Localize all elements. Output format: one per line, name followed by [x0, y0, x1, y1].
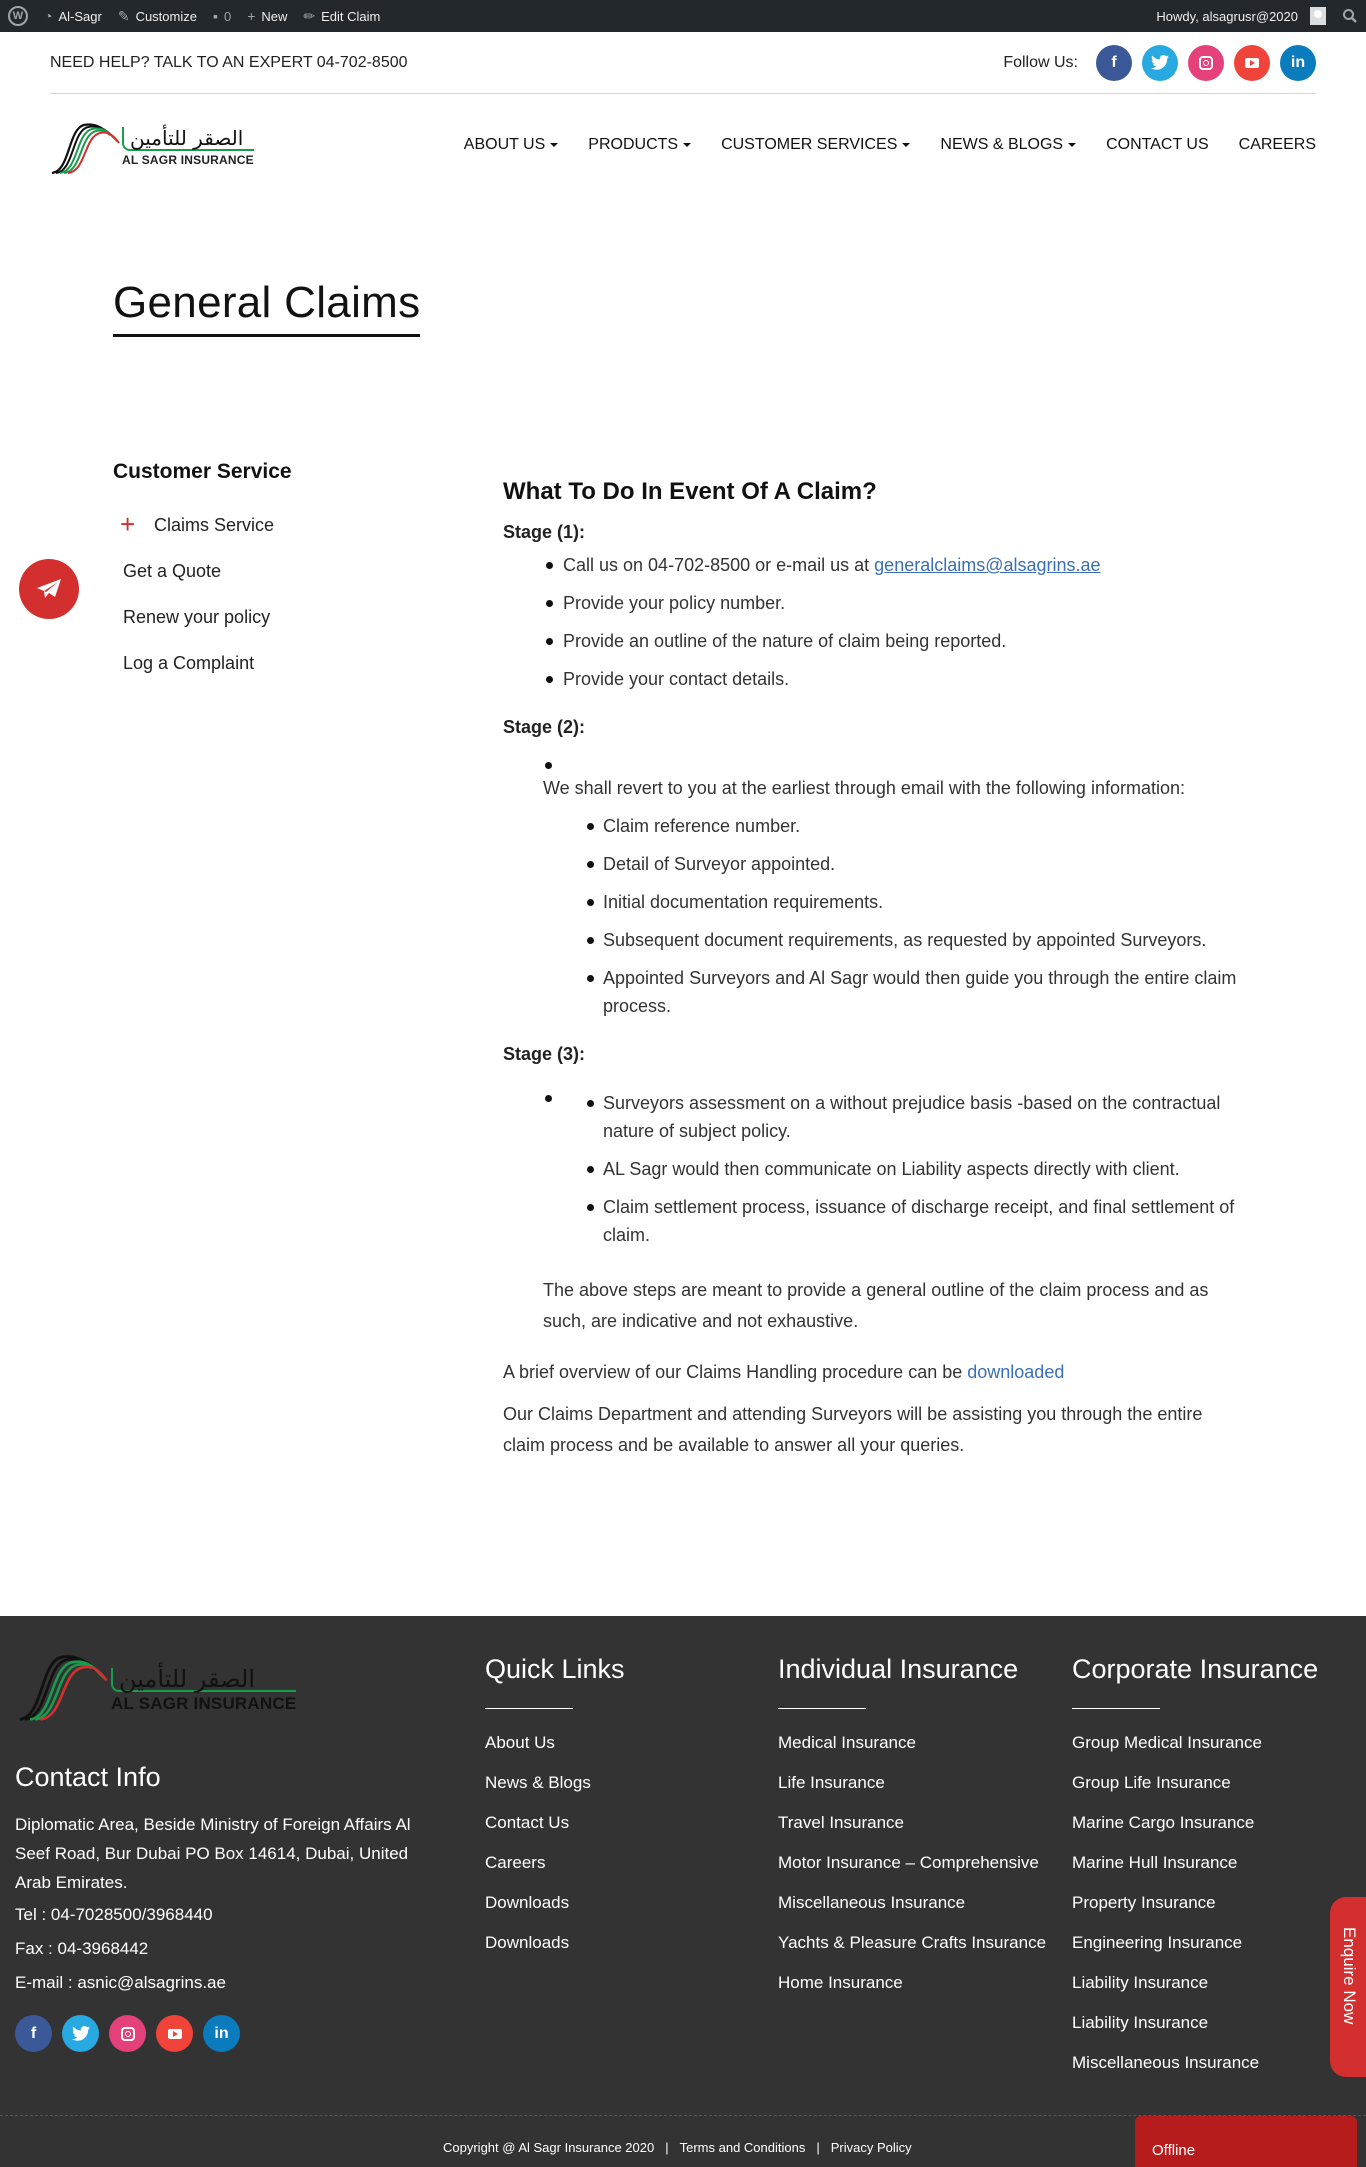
footer-link[interactable]: Liability Insurance	[1072, 2013, 1209, 2032]
howdy-text: Howdy, alsagrusr@2020	[1156, 8, 1298, 24]
caret-down-icon	[550, 143, 558, 147]
stage-1-list	[503, 551, 1273, 693]
facebook-icon[interactable]: f	[1096, 45, 1132, 81]
list-item: Detail of Surveyor appointed.	[503, 850, 1273, 878]
list-bullet	[503, 756, 1273, 774]
footer-link[interactable]: Life Insurance	[778, 1773, 885, 1792]
linkedin-icon[interactable]: in	[1280, 45, 1316, 81]
list-item: Initial documentation requirements.	[503, 888, 1273, 916]
divider	[485, 1708, 573, 1709]
linkedin-icon[interactable]: in	[203, 2015, 240, 2052]
terms-link[interactable]: Terms and Conditions	[679, 2140, 806, 2155]
caret-down-icon	[683, 143, 691, 147]
privacy-link[interactable]: Privacy Policy	[830, 2140, 912, 2155]
nav-careers[interactable]: CAREERS	[1238, 136, 1316, 153]
footer-link[interactable]: Group Life Insurance	[1072, 1773, 1231, 1792]
closing-text: Our Claims Department and attending Surveyors will be assisting you through the entire claim process and be available to answer all your queries.	[503, 1404, 1203, 1455]
send-message-button[interactable]	[19, 559, 79, 619]
admin-bar	[0, 0, 1366, 32]
facebook-icon[interactable]: f	[15, 2015, 52, 2052]
wordpress-icon: W	[8, 6, 28, 26]
avatar	[1310, 7, 1326, 25]
comments-link[interactable]	[205, 0, 239, 32]
contact-tel: Tel : 04-7028500/3968440	[15, 1905, 213, 1924]
sidebar-item-claims-service[interactable]	[113, 502, 413, 548]
list-item: AL Sagr would then communicate on Liability aspects directly with client.	[503, 1155, 1273, 1183]
youtube-icon[interactable]	[1234, 45, 1270, 81]
footer-link[interactable]: Engineering Insurance	[1072, 1933, 1243, 1952]
separator: |	[665, 2140, 669, 2155]
list-item: Claim settlement process, issuance of discharge receipt, and final settlement of claim.	[503, 1193, 1273, 1249]
edit-claim-link[interactable]	[295, 0, 388, 32]
content-heading: What To Do In Event Of A Claim?	[503, 478, 877, 505]
logo-english: AL SAGR INSURANCE	[122, 153, 254, 167]
list-item: Provide your policy number.	[503, 589, 1273, 617]
comments-count: 0	[223, 8, 232, 24]
list-item: Call us on 04-702-8500 or e-mail us at generalclaims@alsagrins.ae	[503, 551, 1273, 579]
footer-social	[15, 2015, 240, 2052]
stage-3-label: Stage (3):	[503, 1044, 586, 1064]
footer-link[interactable]: Liability Insurance	[1072, 1973, 1209, 1992]
edit-label: Edit Claim	[321, 8, 381, 24]
enquire-label: Enquire Now	[1340, 1927, 1359, 2025]
logo-swoosh-icon	[50, 121, 120, 175]
sidebar-item-label: Claims Service	[154, 514, 275, 535]
sidebar-item-label: Renew your policy	[123, 606, 271, 627]
list-item: Claim reference number.	[503, 812, 1273, 840]
quick-links-title: Quick Links	[485, 1654, 625, 1684]
twitter-icon[interactable]	[1142, 45, 1178, 81]
footer-link[interactable]: Marine Cargo Insurance	[1072, 1813, 1255, 1832]
sidebar	[113, 460, 413, 686]
footer-logo	[15, 1652, 305, 1722]
top-strip	[50, 32, 1316, 94]
sidebar-item-log-complaint[interactable]	[113, 640, 413, 686]
brush-icon: ✎	[117, 7, 130, 24]
contact-fax: Fax : 04-3968442	[15, 1939, 149, 1958]
logo-swoosh-icon	[15, 1652, 110, 1722]
footer-link[interactable]: Group Medical Insurance	[1072, 1733, 1262, 1752]
admin-search[interactable]	[1334, 0, 1366, 32]
overview-text: A brief overview of our Claims Handling procedure can be downloaded	[503, 1362, 1065, 1382]
footer-individual-insurance	[778, 1652, 1046, 2003]
site-footer	[0, 1616, 1366, 2167]
contact-info-title: Contact Info	[15, 1762, 161, 1792]
new-label: New	[261, 8, 288, 24]
divider	[778, 1708, 866, 1709]
footer-link[interactable]: Medical Insurance	[778, 1733, 916, 1752]
list-item: Surveyors assessment on a without prejudice basis -based on the contractual nature of subject policy.	[503, 1089, 1273, 1145]
pencil-icon: ✏	[303, 7, 316, 24]
footer-link[interactable]: News & Blogs	[485, 1773, 591, 1792]
instagram-icon[interactable]	[109, 2015, 146, 2052]
claims-email-link[interactable]: generalclaims@alsagrins.ae	[874, 555, 1101, 575]
separator: |	[816, 2140, 820, 2155]
footer-corporate-insurance	[1072, 1652, 1318, 2083]
divider	[1072, 1708, 1160, 1709]
account-menu[interactable]	[1148, 0, 1334, 32]
main-content	[503, 478, 1273, 1461]
contact-address: Diplomatic Area, Beside Ministry of Foreign Affairs Al Seef Road, Bur Dubai PO Box 14614, Dubai, United Arab Emirates.	[15, 1815, 411, 1892]
footer-link[interactable]: Travel Insurance	[778, 1813, 904, 1832]
sidebar-item-renew-policy[interactable]	[113, 594, 413, 640]
footer-link[interactable]: About Us	[485, 1733, 555, 1752]
footer-link[interactable]: Careers	[485, 1853, 546, 1872]
logo-arabic: الصقر للتأمين	[111, 1668, 296, 1692]
sidebar-item-label: Log a Complaint	[123, 652, 255, 673]
nav-products[interactable]: PRODUCTS	[588, 136, 691, 154]
site-name: Al-Sagr	[58, 8, 102, 24]
follow-us	[1003, 45, 1316, 81]
footer-link[interactable]: Downloads	[485, 1893, 570, 1912]
footer-link[interactable]: Miscellaneous Insurance	[778, 1893, 966, 1912]
download-link[interactable]: downloaded	[967, 1362, 1065, 1382]
search-icon	[1342, 8, 1358, 24]
sidebar-title: Customer Service	[113, 460, 292, 483]
logo-english: AL SAGR INSURANCE	[111, 1694, 297, 1713]
list-item: Subsequent document requirements, as requested by appointed Surveyors.	[503, 926, 1273, 954]
customize-label: Customize	[135, 8, 197, 24]
stage-3-list	[503, 1089, 1273, 1249]
twitter-icon[interactable]	[62, 2015, 99, 2052]
stage-3-note: The above steps are meant to provide a general outline of the claim process and as such, are indicative and not exhaustive.	[543, 1280, 1209, 1331]
dashboard-icon: ◔	[44, 8, 53, 24]
footer-link[interactable]: Property Insurance	[1072, 1893, 1216, 1912]
caret-down-icon	[902, 143, 910, 147]
chat-offline-widget[interactable]	[1135, 2116, 1357, 2167]
footer-link[interactable]: Marine Hull Insurance	[1072, 1853, 1238, 1872]
footer-link[interactable]: Downloads	[485, 1933, 570, 1952]
list-item: Provide your contact details.	[503, 665, 1273, 693]
contact-email: E-mail : asnic@alsagrins.ae	[15, 1973, 226, 1992]
sidebar-item-label: Get a Quote	[123, 560, 222, 581]
stage-2-intro: We shall revert to you at the earliest through email with the following information:	[543, 778, 1185, 798]
corporate-insurance-title: Corporate Insurance	[1072, 1654, 1319, 1684]
footer-link[interactable]: Motor Insurance – Comprehensive	[778, 1853, 1039, 1872]
list-item: Provide an outline of the nature of claim being reported.	[503, 627, 1273, 655]
footer-link[interactable]: Miscellaneous Insurance	[1072, 2053, 1260, 2072]
plus-icon: +	[247, 8, 256, 24]
instagram-icon[interactable]	[1188, 45, 1224, 81]
footer-link[interactable]: Yachts & Pleasure Crafts Insurance	[778, 1933, 1047, 1952]
copyright-text: Copyright @ Al Sagr Insurance 2020	[443, 2140, 655, 2155]
youtube-icon[interactable]	[156, 2015, 193, 2052]
nav-customer-services[interactable]: CUSTOMER SERVICES	[721, 136, 910, 154]
follow-label: Follow Us:	[1003, 53, 1078, 71]
wordpress-menu[interactable]	[0, 0, 36, 32]
nav-news-blogs[interactable]: NEWS & BLOGS	[940, 136, 1076, 154]
caret-down-icon	[1068, 143, 1076, 147]
list-item: Appointed Surveyors and Al Sagr would then guide you through the entire claim process.	[503, 964, 1273, 1020]
footer-link[interactable]: Contact Us	[485, 1813, 570, 1832]
main-nav	[464, 136, 1316, 154]
offline-label: Offline	[1152, 2142, 1196, 2159]
comment-icon: ▪	[212, 8, 218, 24]
individual-insurance-title: Individual Insurance	[778, 1654, 1019, 1684]
nav-about-us[interactable]: ABOUT US	[464, 136, 559, 154]
plus-icon: +	[120, 508, 136, 539]
nav-contact-us[interactable]: CONTACT US	[1106, 136, 1209, 153]
copyright-bar	[443, 2140, 912, 2155]
paper-plane-icon	[36, 578, 62, 600]
footer-link[interactable]: Home Insurance	[778, 1973, 903, 1992]
site-header	[50, 100, 1316, 190]
new-content-menu[interactable]	[239, 0, 295, 32]
logo-arabic: الصقر للتأمين	[122, 127, 254, 151]
site-menu[interactable]	[36, 0, 110, 32]
help-text: NEED HELP? TALK TO AN EXPERT 04-702-8500	[50, 53, 408, 71]
stage-1-label: Stage (1):	[503, 522, 586, 542]
page-title: General Claims	[113, 278, 420, 337]
site-logo[interactable]	[50, 115, 260, 175]
customize-link[interactable]	[110, 0, 205, 32]
sidebar-item-get-a-quote[interactable]	[113, 548, 413, 594]
enquire-now-button[interactable]	[1330, 1897, 1366, 2077]
stage-2-list	[503, 812, 1273, 1020]
stage-2-label: Stage (2):	[503, 717, 586, 737]
footer-quick-links	[485, 1652, 625, 1963]
